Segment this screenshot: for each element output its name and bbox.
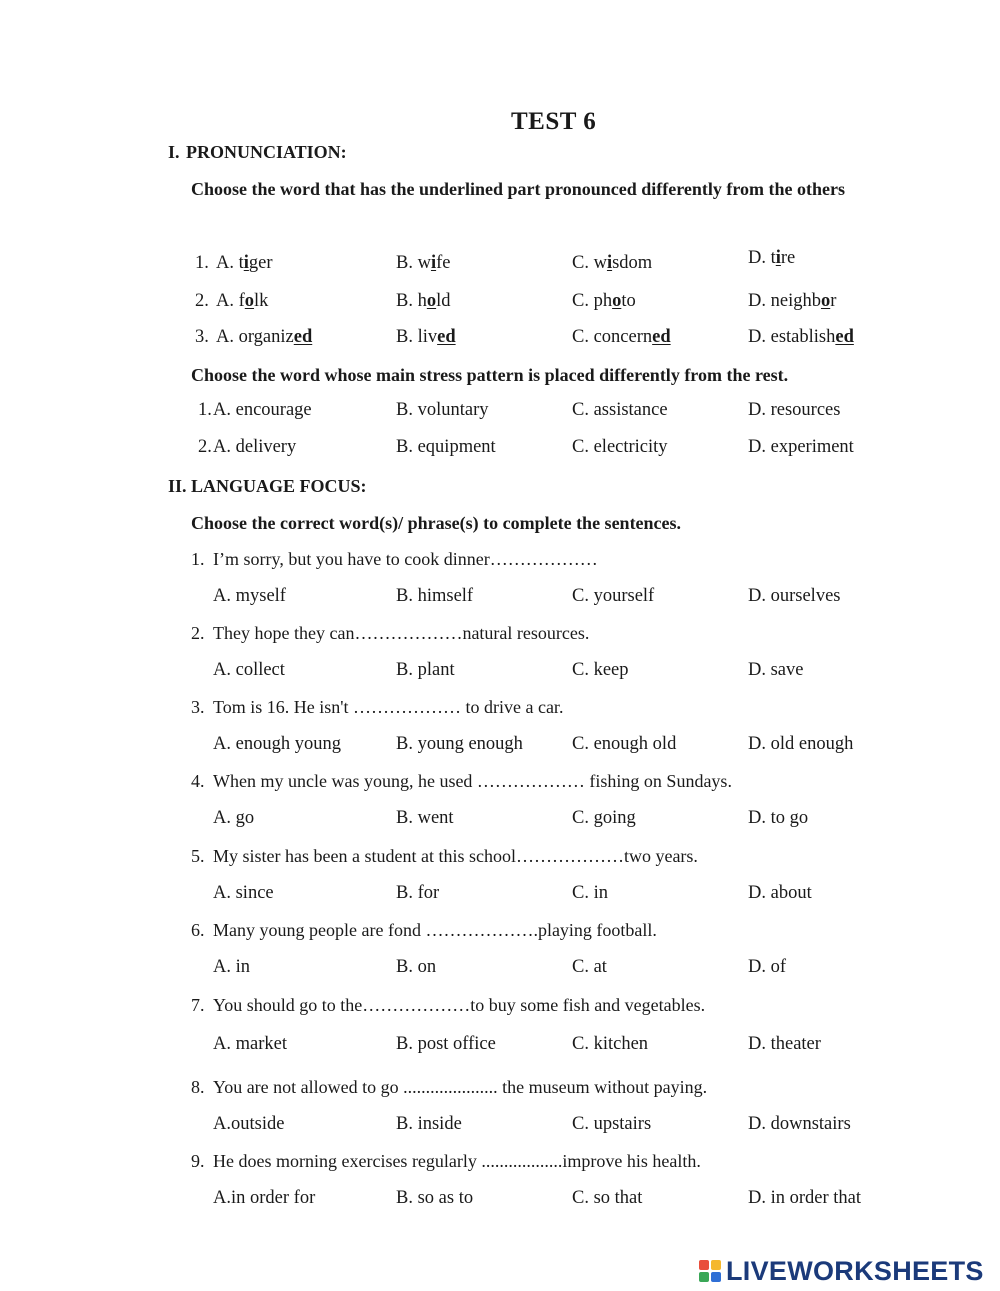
option-prefix: A. t [216, 253, 244, 273]
option-prefix: B. w [396, 253, 431, 273]
option-prefix: C. ph [572, 291, 613, 311]
option-a: A. go [213, 808, 255, 828]
option-c: C. so that [572, 1188, 643, 1208]
question-number: 4. [191, 771, 205, 791]
option-a: A.outside [213, 1114, 285, 1134]
option-b: B. on [396, 957, 437, 977]
underlined-part: ed [293, 327, 313, 347]
option-suffix: to [621, 291, 636, 311]
option-b [396, 327, 456, 348]
question-text: My sister has been a student at this school………………two years. [213, 846, 698, 866]
option-b: B. plant [396, 660, 455, 680]
question-text: He does morning exercises regularly ..................improve his health. [213, 1151, 701, 1171]
underlined-part: i [430, 253, 437, 273]
option-a: A. market [213, 1034, 287, 1054]
option-prefix: C. w [572, 253, 607, 273]
option-suffix: r [830, 291, 837, 311]
question-text: I’m sorry, but you have to cook dinner……………… [213, 549, 598, 569]
option-a [216, 327, 312, 348]
option-a: A. since [213, 883, 274, 903]
option-d: D. theater [748, 1034, 821, 1054]
option-prefix: B. liv [396, 327, 438, 347]
option-d: D. downstairs [748, 1114, 851, 1134]
option-suffix: fe [436, 253, 451, 273]
option-c: C. in [572, 883, 608, 903]
question-number: 2. [198, 437, 212, 457]
option-d [748, 248, 795, 269]
option-b: B. himself [396, 586, 474, 606]
option-a: A. collect [213, 660, 285, 680]
option-a: A. in [213, 957, 250, 977]
option-d: D. to go [748, 808, 809, 828]
underlined-part: o [244, 291, 255, 311]
option-suffix: sdom [612, 253, 653, 273]
question-text: You are not allowed to go ..................... the museum without paying. [213, 1077, 708, 1097]
section-2-number: II. [168, 476, 187, 496]
option-b: B. went [396, 808, 454, 828]
option-d [748, 291, 836, 312]
question-number: 1. [195, 253, 209, 273]
option-prefix: B. h [396, 291, 427, 311]
option-c: C. at [572, 957, 607, 977]
pronunciation-instruction: Choose the word that has the underlined part pronounced differently from the others [191, 179, 846, 199]
underlined-part: ed [835, 327, 854, 347]
question-number: 2. [195, 291, 209, 311]
option-d: D. ourselves [748, 586, 841, 606]
option-a: A. delivery [213, 437, 297, 457]
question-number: 2. [191, 623, 205, 643]
question-number: 1. [198, 400, 212, 420]
option-prefix: C. concern [572, 327, 653, 347]
option-a: A. myself [213, 586, 286, 606]
option-c: C. electricity [572, 437, 668, 457]
underlined-part: o [426, 291, 437, 311]
underlined-part: i [775, 248, 781, 268]
option-d: D. save [748, 660, 804, 680]
option-c: C. keep [572, 660, 629, 680]
question-number: 1. [191, 549, 205, 569]
underlined-part: o [612, 291, 622, 311]
option-prefix: D. t [748, 248, 776, 268]
option-prefix: D. neighb [748, 291, 821, 311]
question-text: They hope they can………………natural resources. [213, 623, 590, 643]
question-number: 6. [191, 920, 205, 940]
option-c [572, 253, 652, 274]
option-prefix: D. establish [748, 327, 836, 347]
question-number: 3. [195, 327, 209, 347]
language-instruction: Choose the correct word(s)/ phrase(s) to complete the sentences. [191, 513, 682, 533]
question-text: Tom is 16. He isn't ……………… to drive a car. [213, 697, 564, 717]
option-b: B. post office [396, 1034, 496, 1054]
liveworksheets-logo-icon [698, 1259, 722, 1283]
option-d: D. experiment [748, 437, 854, 457]
question-text: You should go to the………………to buy some fish and vegetables. [213, 995, 706, 1015]
option-c [572, 327, 671, 348]
option-prefix: A. organiz [216, 327, 294, 347]
option-d [748, 327, 854, 348]
page-title: TEST 6 [511, 108, 597, 135]
option-d: D. resources [748, 400, 841, 420]
option-b: B. inside [396, 1114, 462, 1134]
option-suffix: re [780, 248, 796, 268]
option-c: C. upstairs [572, 1114, 652, 1134]
option-c [572, 291, 636, 312]
option-a [216, 291, 268, 312]
option-a: A.in order for [213, 1188, 316, 1208]
option-c: C. enough old [572, 734, 677, 754]
option-d: D. in order that [748, 1188, 862, 1208]
option-c: C. kitchen [572, 1034, 649, 1054]
option-b [396, 291, 450, 312]
underlined-part: ed [652, 327, 671, 347]
option-suffix: ld [436, 291, 451, 311]
option-d: D. old enough [748, 734, 854, 754]
option-a [216, 253, 273, 274]
option-prefix: A. f [216, 291, 245, 311]
option-b [396, 253, 450, 274]
underlined-part: i [606, 253, 613, 273]
question-number: 3. [191, 697, 205, 717]
underlined-part: ed [437, 327, 456, 347]
option-b: B. voluntary [396, 400, 489, 420]
option-b: B. equipment [396, 437, 496, 457]
option-c: C. yourself [572, 586, 655, 606]
option-b: B. for [396, 883, 440, 903]
option-b: B. young enough [396, 734, 523, 754]
liveworksheets-logo [698, 1255, 994, 1287]
question-number: 9. [191, 1151, 205, 1171]
option-d: D. of [748, 957, 787, 977]
logo-text: LIVEWORKSHEETS [726, 1256, 984, 1286]
option-a: A. enough young [213, 734, 341, 754]
section-1-heading: PRONUNCIATION: [186, 142, 347, 162]
section-2-heading: LANGUAGE FOCUS: [191, 476, 367, 496]
question-number: 5. [191, 846, 205, 866]
option-d: D. about [748, 883, 812, 903]
option-c: C. going [572, 808, 636, 828]
underlined-part: o [820, 291, 831, 311]
question-text: Many young people are fond ……………….playing football. [213, 920, 657, 940]
underlined-part: i [243, 253, 249, 273]
option-c: C. assistance [572, 400, 668, 420]
option-suffix: lk [254, 291, 269, 311]
option-a: A. encourage [213, 400, 312, 420]
question-text: When my uncle was young, he used ……………… fishing on Sundays. [213, 771, 732, 791]
section-1-number: I. [168, 142, 180, 162]
option-b: B. so as to [396, 1188, 474, 1208]
question-number: 7. [191, 995, 205, 1015]
stress-instruction: Choose the word whose main stress pattern is placed differently from the rest. [191, 365, 789, 385]
option-suffix: ger [248, 253, 273, 273]
question-number: 8. [191, 1077, 205, 1097]
